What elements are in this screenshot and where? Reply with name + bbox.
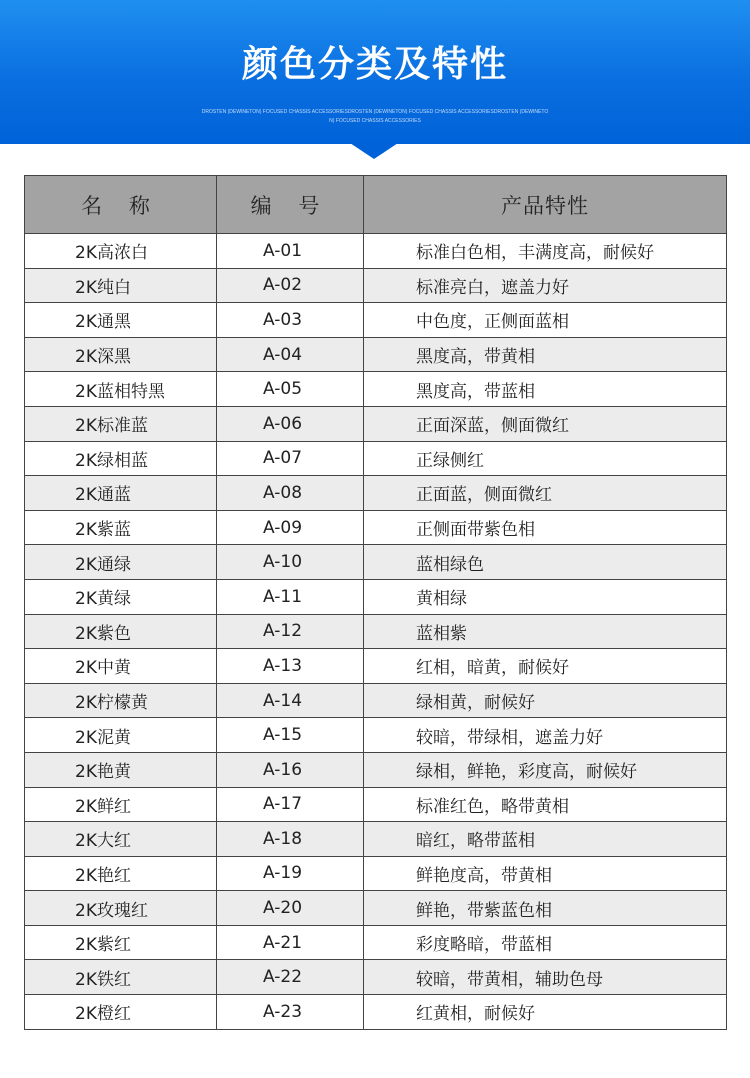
cell-feature: 标准亮白，遮盖力好 [364, 268, 727, 303]
cell-name: 2K通绿 [25, 545, 217, 580]
table-row [25, 476, 727, 511]
cell-name: 2K橙红 [25, 995, 217, 1030]
cell-code: A-13 [217, 649, 364, 684]
cell-code: A-15 [217, 718, 364, 753]
cell-feature: 正面深蓝，侧面微红 [364, 406, 727, 441]
column-header-name: 名 称 [25, 176, 217, 234]
cell-name: 2K紫色 [25, 614, 217, 649]
cell-name: 2K通黑 [25, 303, 217, 338]
cell-feature: 标准红色，略带黄相 [364, 787, 727, 822]
header-banner [0, 0, 750, 144]
cell-name: 2K柠檬黄 [25, 683, 217, 718]
table-row [25, 337, 727, 372]
cell-name: 2K铁红 [25, 960, 217, 995]
table-header-row [25, 176, 727, 234]
table-row [25, 683, 727, 718]
table-row [25, 372, 727, 407]
cell-code: A-20 [217, 891, 364, 926]
cell-name: 2K艳红 [25, 856, 217, 891]
table-row [25, 925, 727, 960]
cell-name: 2K紫蓝 [25, 510, 217, 545]
cell-feature: 鲜艳，带紫蓝色相 [364, 891, 727, 926]
cell-code: A-07 [217, 441, 364, 476]
cell-feature: 蓝相紫 [364, 614, 727, 649]
cell-code: A-08 [217, 476, 364, 511]
cell-name: 2K标准蓝 [25, 406, 217, 441]
table-row [25, 787, 727, 822]
cell-feature: 标准白色相，丰满度高，耐候好 [364, 234, 727, 269]
table-row [25, 718, 727, 753]
cell-name: 2K深黑 [25, 337, 217, 372]
color-table-container [24, 175, 726, 1030]
cell-name: 2K蓝相特黑 [25, 372, 217, 407]
cell-code: A-12 [217, 614, 364, 649]
cell-name: 2K艳黄 [25, 752, 217, 787]
cell-code: A-21 [217, 925, 364, 960]
cell-code: A-02 [217, 268, 364, 303]
cell-name: 2K鲜红 [25, 787, 217, 822]
cell-feature: 中色度，正侧面蓝相 [364, 303, 727, 338]
color-classification-table [24, 175, 727, 1030]
banner-pointer-arrow [350, 143, 398, 159]
table-body [25, 234, 727, 1030]
cell-feature: 鲜艳度高，带黄相 [364, 856, 727, 891]
table-row [25, 995, 727, 1030]
column-header-feature: 产品特性 [364, 176, 727, 234]
cell-feature: 绿相黄，耐候好 [364, 683, 727, 718]
cell-feature: 较暗，带绿相，遮盖力好 [364, 718, 727, 753]
cell-code: A-03 [217, 303, 364, 338]
table-row [25, 303, 727, 338]
cell-code: A-17 [217, 787, 364, 822]
cell-name: 2K中黄 [25, 649, 217, 684]
cell-code: A-10 [217, 545, 364, 580]
page-title: 颜色分类及特性 [241, 44, 508, 85]
table-row [25, 822, 727, 857]
cell-name: 2K纯白 [25, 268, 217, 303]
cell-code: A-22 [217, 960, 364, 995]
cell-feature: 正绿侧红 [364, 441, 727, 476]
cell-code: A-05 [217, 372, 364, 407]
cell-name: 2K泥黄 [25, 718, 217, 753]
table-row [25, 614, 727, 649]
cell-feature: 较暗，带黄相，辅助色母 [364, 960, 727, 995]
cell-code: A-14 [217, 683, 364, 718]
banner-subtitle: DROSTEN (DEWINETON) FOCUSED CHASSIS ACCESSORIESDROSTEN (DEWINETON) FOCUSED CHASSIS ACCESSORIESDROSTEN (DEWINETON) FOCUSED CHASSIS ACCESSORIES [201, 109, 549, 124]
cell-name: 2K紫红 [25, 925, 217, 960]
table-row [25, 891, 727, 926]
cell-code: A-16 [217, 752, 364, 787]
cell-feature: 彩度略暗，带蓝相 [364, 925, 727, 960]
cell-name: 2K绿相蓝 [25, 441, 217, 476]
table-row [25, 234, 727, 269]
table-row [25, 406, 727, 441]
cell-name: 2K玫瑰红 [25, 891, 217, 926]
cell-feature: 黄相绿 [364, 579, 727, 614]
table-row [25, 545, 727, 580]
table-row [25, 752, 727, 787]
cell-name: 2K大红 [25, 822, 217, 857]
cell-code: A-19 [217, 856, 364, 891]
cell-feature: 绿相，鲜艳，彩度高，耐候好 [364, 752, 727, 787]
table-row [25, 268, 727, 303]
cell-code: A-06 [217, 406, 364, 441]
table-row [25, 960, 727, 995]
cell-feature: 红相，暗黄，耐候好 [364, 649, 727, 684]
cell-name: 2K高浓白 [25, 234, 217, 269]
cell-name: 2K通蓝 [25, 476, 217, 511]
cell-code: A-04 [217, 337, 364, 372]
cell-feature: 黑度高，带蓝相 [364, 372, 727, 407]
column-header-code: 编 号 [217, 176, 364, 234]
cell-feature: 正侧面带紫色相 [364, 510, 727, 545]
table-row [25, 579, 727, 614]
table-row [25, 510, 727, 545]
table-row [25, 649, 727, 684]
cell-feature: 蓝相绿色 [364, 545, 727, 580]
cell-code: A-09 [217, 510, 364, 545]
table-row [25, 856, 727, 891]
table-row [25, 441, 727, 476]
cell-feature: 黑度高，带黄相 [364, 337, 727, 372]
cell-name: 2K黄绿 [25, 579, 217, 614]
cell-code: A-01 [217, 234, 364, 269]
cell-feature: 暗红，略带蓝相 [364, 822, 727, 857]
cell-feature: 红黄相，耐候好 [364, 995, 727, 1030]
cell-code: A-11 [217, 579, 364, 614]
cell-code: A-23 [217, 995, 364, 1030]
cell-code: A-18 [217, 822, 364, 857]
cell-feature: 正面蓝，侧面微红 [364, 476, 727, 511]
